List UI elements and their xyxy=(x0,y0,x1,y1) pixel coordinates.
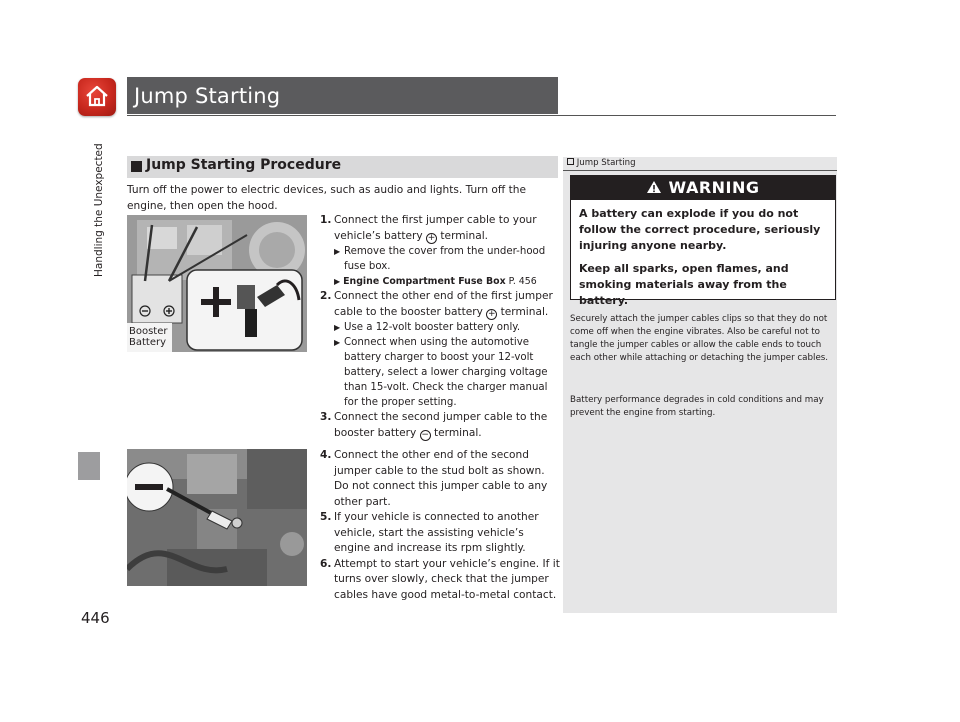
arrow-right-icon: ▶ xyxy=(334,247,341,256)
step-6: 6. Attempt to start your vehicle’s engine. If it turns over slowly, check that the jumper cables have good metal-to-metal contact. xyxy=(320,557,560,601)
arrow-right-icon: ▶ xyxy=(334,323,341,332)
step-2-note-1: ▶ Use a 12-volt booster battery only. xyxy=(334,322,521,333)
warning-box xyxy=(570,175,836,307)
page-number: 446 xyxy=(81,609,110,627)
plus-terminal-icon: + xyxy=(427,232,436,243)
page-title: Jump Starting xyxy=(134,84,281,108)
step-2: 2. Connect the other end of the first jumper cable to the booster battery + terminal. xyxy=(320,290,553,319)
section-bullet-icon xyxy=(131,161,142,172)
home-icon xyxy=(84,83,110,109)
side-note-2: Battery performance degrades in cold conditions and may prevent the engine from starting. xyxy=(570,395,824,418)
warning-triangle-icon xyxy=(646,180,662,194)
steps-lower xyxy=(320,448,560,603)
fuse-box-reference-link[interactable]: ▶ Engine Compartment Fuse Box P. 456 xyxy=(334,276,537,287)
warning-title: WARNING xyxy=(571,178,835,197)
step-3: 3. Connect the second jumper cable to the booster battery − terminal. xyxy=(320,411,548,440)
warning-text-1: A battery can explode if you do not follow the correct procedure, seriously injuring anyone nearby. xyxy=(579,207,821,252)
booster-label: Booster xyxy=(129,326,168,337)
side-note-heading: Jump Starting xyxy=(567,158,636,168)
warning-text-2: Keep all sparks, open flames, and smoking materials away from the battery. xyxy=(579,262,789,307)
chapter-tab[interactable] xyxy=(78,452,100,480)
step-5: 5. If your vehicle is connected to another vehicle, start the assisting vehicle’s engine and increase its rpm slightly. xyxy=(320,511,539,554)
home-button[interactable] xyxy=(78,78,116,116)
arrow-right-icon: ▶ xyxy=(334,338,341,347)
figure-booster-battery xyxy=(127,215,307,352)
side-note-1: Securely attach the jumper cables clips so that they do not come off when the engine vibrates. Also be careful not to tangle the jumper cables or allow the cable ends to touch each other while attaching or detaching the jumper cables. xyxy=(570,314,829,363)
minus-terminal-icon: − xyxy=(421,429,429,440)
battery-label: Battery xyxy=(129,337,167,348)
reference-arrow-icon: ▶ xyxy=(334,277,341,286)
note-marker-icon xyxy=(567,158,574,165)
step-2-note-2: ▶ Connect when using the automotive battery charger to boost your 12-volt battery, select a lower charging voltage than 15-volt. Check the charger manual for the proper setting. xyxy=(334,337,548,408)
step-1: 1. Connect the first jumper cable to your vehicle’s battery + terminal. xyxy=(320,214,537,243)
step-1-note: ▶ Remove the cover from the under-hood fuse box. xyxy=(334,246,546,272)
intro-text: Turn off the power to electric devices, such as audio and lights. Turn off the engine, then open the hood. xyxy=(127,184,526,212)
steps-upper xyxy=(320,213,560,441)
section-heading: Jump Starting Procedure xyxy=(127,156,558,178)
step-4: 4. Connect the other end of the second jumper cable to the stud bolt as shown. Do not connect this jumper cable to any other part. xyxy=(320,449,548,508)
side-note-rule xyxy=(563,170,837,171)
title-rule xyxy=(127,115,836,116)
plus-terminal-icon: + xyxy=(487,308,496,319)
figure-stud-bolt xyxy=(127,449,307,586)
chapter-side-label: Handling the Unexpected xyxy=(93,143,105,277)
